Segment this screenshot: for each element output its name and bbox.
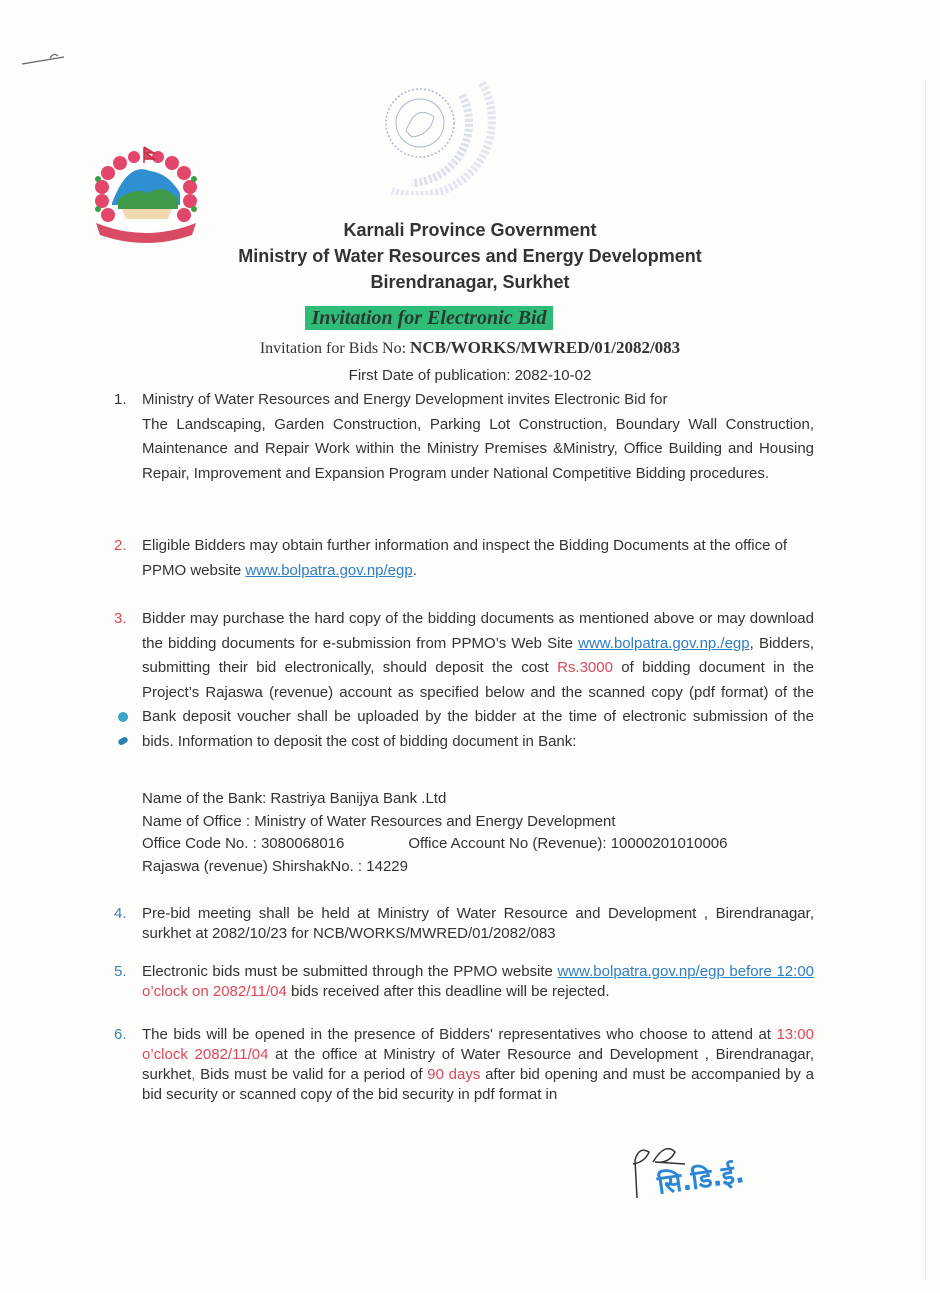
item-1-intro: Ministry of Water Resources and Energy Development invites Electronic Bid for (142, 391, 668, 408)
item-3-text-b: , Bidders, submitting their bid electronically, should deposit the cost (142, 634, 814, 676)
item-6-text-b: at the office at Ministry of Water Resource and Development , Birendranagar, surkhet (142, 1046, 814, 1083)
item-2-end: . (412, 561, 417, 579)
item-5-text-a: Electronic bids must be submitted through the PPMO website (142, 963, 558, 980)
list-item-6 (114, 1025, 814, 1105)
submission-deadline: o’clock on 2082/11/04 (142, 983, 287, 1000)
bolpatra-link[interactable]: www.bolpatra.gov.np/egp (245, 561, 413, 579)
location-heading: Birendranagar, Surkhet (370, 272, 570, 292)
signature (625, 1138, 765, 1208)
bid-number-label: Invitation for Bids No: (259, 340, 411, 357)
bank-name: Name of the Bank: Rastriya Banijya Bank .Ltd (142, 790, 447, 807)
ministry-heading: Ministry of Water Resources and Energy Development (238, 246, 702, 266)
bid-number-line (0, 338, 940, 358)
item-number: 1. (114, 391, 127, 408)
item-2-text: Eligible Bidders may obtain further information and inspect the Bidding Documents at the office of PPMO website (142, 537, 788, 579)
item-number: 3. (114, 610, 127, 627)
pen-mark-icon (20, 52, 68, 66)
item-6-comma: , (191, 1066, 196, 1083)
list-item-5 (114, 962, 814, 1002)
office-code: Office Code No. : 3080068016 (142, 835, 345, 852)
item-6-text-d: after bid opening and must be accompanied by a bid security or scanned copy of the bid security in pdf format in (142, 1066, 814, 1103)
item-3-text-a: Bidder may purchase the hard copy of the bidding documents as mentioned above or may download the bidding documents for e-submission from PPMO’s Web Site (142, 610, 814, 652)
publication-date: First Date of publication: 2082-10-02 (348, 367, 592, 384)
ministry-stamp-icon (372, 75, 507, 195)
list-item-4 (114, 904, 814, 944)
document-cost: Rs.3000 (557, 659, 613, 676)
item-3-text-c: of bidding document in the Project’s Rajaswa (revenue) account as specified below and the scanned copy (pdf format) of the Bank deposit voucher shall be uploaded by the bidder at the time of electronic submission of the bids. Information to deposit the cost of bidding document in Bank: (142, 659, 815, 750)
bank-details (142, 788, 822, 878)
opening-time: 13:00 o’clock 2082/11/04 (142, 1026, 814, 1063)
item-1-text: The Landscaping, Garden Construction, Parking Lot Construction, Boundary Wall Construction, Maintenance and Repair Work within the Ministry Premises &Ministry, Office Building and Housing Repair, Improvement and Expansion Program under National Competitive Bidding procedures. (142, 415, 814, 482)
item-number: 4. (114, 905, 127, 922)
item-4-text: Pre-bid meeting shall be held at Ministry of Water Resource and Development , Birendranagar, surkhet at 2082/10/23 for NCB/WORKS/MWRED/01/2082/083 (142, 905, 814, 942)
bid-number-value: NCB/WORKS/MWRED/01/2082/083 (410, 338, 681, 357)
item-number: 2. (114, 537, 127, 554)
item-number: 6. (114, 1026, 127, 1043)
ink-spot-icon (118, 712, 128, 722)
account-number: Office Account No (Revenue): 10000201010006 (408, 835, 728, 852)
bolpatra-link[interactable]: www.bolpatra.gov.np./egp (578, 634, 750, 652)
list-item-3 (114, 607, 814, 754)
list-item-1 (114, 388, 814, 486)
government-heading: Karnali Province Government (343, 220, 597, 240)
shirshak-number: Rajaswa (revenue) ShirshakNo. : 14229 (142, 857, 408, 875)
validity-period: 90 days (427, 1066, 481, 1083)
signature-stamp-text: सि.डि.ई. (655, 1159, 747, 1201)
item-5-text-b: bids received after this deadline will be rejected. (286, 983, 610, 1000)
item-6-text-a: The bids will be opened in the presence of Bidders' representatives who choose to attend at (142, 1026, 777, 1043)
office-name: Name of Office : Ministry of Water Resources and Energy Development (142, 812, 616, 830)
bolpatra-deadline-link[interactable]: www.bolpatra.gov.np/egp before 12:00 (557, 963, 814, 980)
list-item-2 (114, 534, 814, 583)
item-6-text-c: Bids must be valid for a period of (195, 1066, 428, 1083)
document-title-badge: Invitation for Electronic Bid (305, 306, 553, 330)
item-number: 5. (114, 963, 127, 980)
